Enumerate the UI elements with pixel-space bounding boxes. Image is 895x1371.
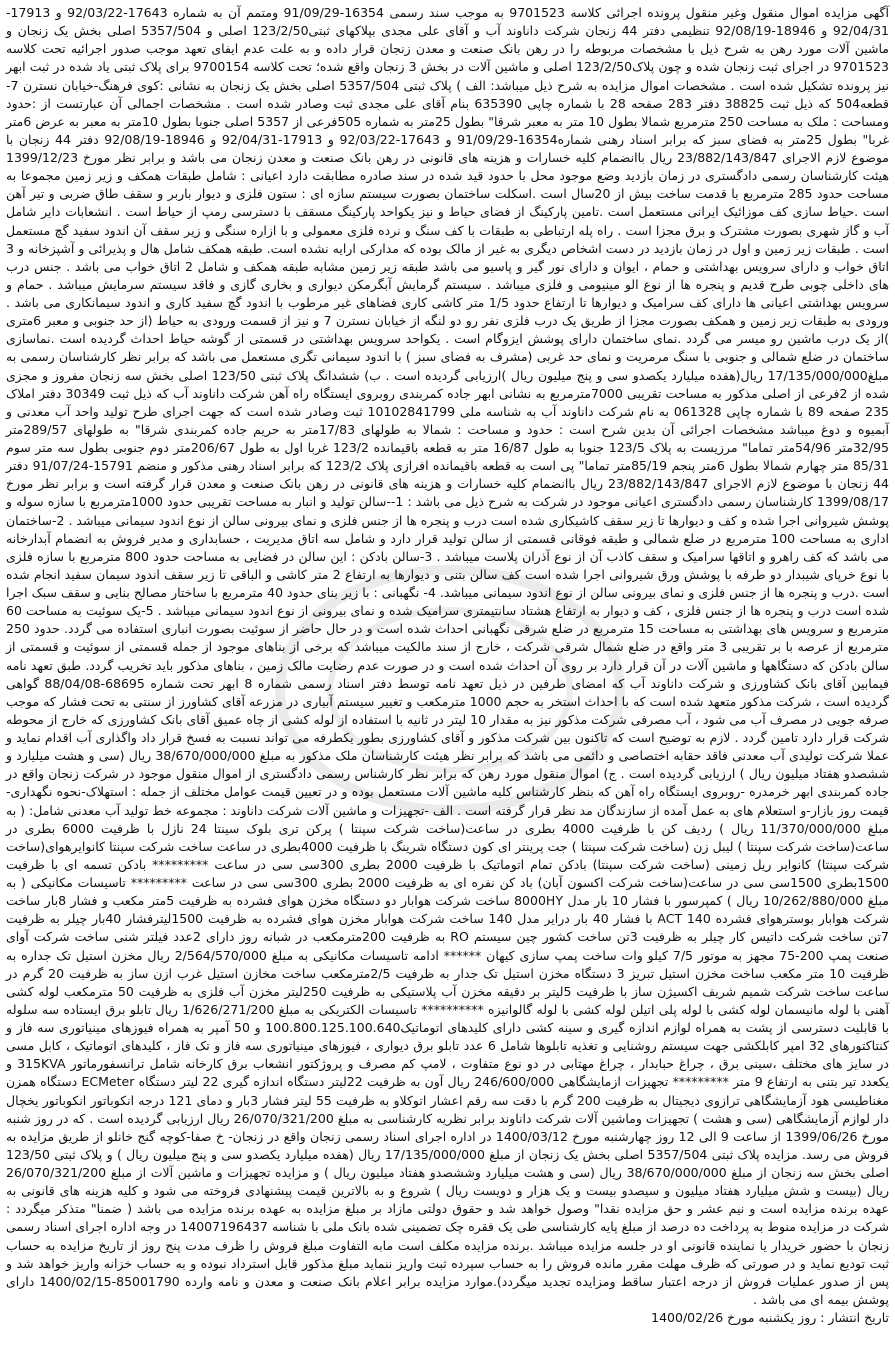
notice-body: آگهی مزایده اموال منقول وغیر منقول پرونده اجرائی کلاسه 9701523 به موجب سند رسمی 16354-91/09/29 ومتمم آن به شماره 17643-92/03/22 و 17913-92/04/31 و 18946-92/08/19 تنظیمی دفتر 44 زنجان شرکت داناوند آب و آقای علی مجدی بپلاکهای ثبتی123/2/50 اصلی و 5357/504 اصلی بخش یک زنجان و ماشین آلات مورد رهن به شرح ذیل با مشخصات مربوطه را در رهن بانک صنعت و معدن زنجان قرار داده و به علت عدم ایفای تعهد موجب صدور اجرائیه تحت کلاسه 9701523 در اجرای ثبت زنجان شده و چون پلاک123/2/50 اصلی و ماشین آلات در بخش 3 زنجان واقع شده؛ تحت کلاسه 9700154 برای پلاک ثبتی یاد شده در ثبت ابهر نیز پرونده تشکیل شده است . مشخصات اموال مزایده به شرح ذیل میباشد: الف ) پلاک ثبتی 5357/504 اصلی بخش یک زنجان به نشانی :کوی فرهنگ-خیابان نسترن 7-قطعه504 که ذیل ثبت 38825 دفتر 283 صفحه 28 با شماره چاپی 635390 بنام آقای علی مجدی ثبت وصادر شده است . مشخصات اجمالی آن عبارتست از :حدود ومساحت : ملک به مساحت 250 مترمربع شمالا بطول 10 متر به معبر شرقا" بطول 25متر به شماره 505فرعی از 5357 اصلی جنوبا بطول 10متر به معبر به عرض 6متر غربا" بطول 25متر به فضای سبز که برابر اسناد رهنی شماره16354-91/09/29 و 17643-92/03/22 و 17913-92/04/31 و 18946-92/08/19 دفتر 44 زنجان با موضوع لازم الاجرای 23/882/143/847 ریال باانضمام کلیه خسارات و هزینه های قانونی در رهن بانک صنعت و معدن زنجان می باشد و برابر نظر مورخ 1399/12/23 هیئت کارشناسان رسمی دادگستری در زمان بازدید وضع موجود محل با حدود قید شده در سند صادره مطابقت دارد اعیانی : شامل طبقات همکف و زیر زمین مجموعا به مساحت حدود 285 مترمربع با قدمت ساخت بیش از 20سال است .اسکلت ساختمان بصورت سیستم سازه ای : ستون فلزی و دیوار باربر و سقف طاق ضربی و تیر آهن است .حیاط سازی کف موزائیک ایرانی مستعمل است .تامین پارکینگ از فضای حیاط و نیز یکواحد پارکینگ مسقف با دسترسی رمپ از حیاط است . انشعابات دایر شامل آب و گاز شهری بصورت مشترک و برق مجزا است . راه پله ارتباطی به طبقات با کف سنگ و نرده فلزی معمولی و با ازاره سنگی و زیر سقف آن اندود سفید گچ مستعمل است . طبقات زیر زمین و اول در زمان بازدید در دست اشخاص دیگری به غیر از مالک بوده که مدارکی ارایه نشده است. طبقه همکف شامل هال و پذیرائی و آشپزخانه و 3 اتاق خواب و دارای سرویس بهداشتی و حمام ، ایوان و دارای نور گیر و پاسیو می باشد طبقه زیر زمین مشابه طبقه همکف و شامل 2 اتاق خواب می باشد . جنس درب های داخلی چوبی طرح قدیم و پنجره ها از نوع الو مینیومی و فلزی میباشد . سیستم گرمایش آبگرمکن دیواری و بخاری گازی و فاقد سیستم سرمایش میباشد . حمام و سرویس بهداشتی اعیانی ها دارای کف سرامیک و دیوارها تا ارتفاع حدود 1/5 متر کاشی کاری فضاهای غیر مرطوب با اندود گچ سفید کاری و اندود سیمانکاری می باشد . ورودی به طبقات زیر زمین و همکف بصورت مجزا از طریق یک درب فلزی نفر رو دو لنگه از خیابان نسترن 7 و نیز از قسمت ورودی به حیاط (از حد جنوبی و معبر 6متری )از یک درب ماشین رو میسر می گردد .نمای ساختمان دارای پوشش ایزوگام است . یکواحد سرویس بهداشتی در قسمتی از گوشه حیاط احداث گردیده است .نماسازی ساختمان در ضلع شمالی و جنوبی با سنگ مرمریت و نمای حد غربی (مشرف به فضای سبز ) با اندود سیمانی تگری مستعمل می باشد که برابر نظر کارشناسان رسمی به مبلغ17/135/000/000 ریال(هفده میلیارد یکصدو سی و پنج میلیون ریال )ارزیابی گردیده است . ب) ششدانگ پلاک ثبتی 123/50 اصلی بخش سه زنجان مفروز و مجزی شده از 2فرعی از اصلی مذکور به مساحت تقریبی 7000مترمربع به نشانی ابهر جاده کمربندی روبروی ایستگاه راه آهن شرکت داناوند آب که ذیل ثبت 30349 دفتر املاک 235 صفحه 89 با شماره چاپی 061328 به نام شرکت داناوند آب به شناسه ملی 10102841799 ثبت وصادر شده است که جهت اجرای طرح تولید واحد آب معدنی و آبمیوه و دوغ میباشد مشخصات اجرائی آن بدین شرح است : حدود و مساحت : شمالا به طولهای 17/83متر به حریم جاده کمربندی شرقا" به طولهای 289/57متر 32/95متر 54/96متر تماما" مرزیست به پلاک 123/5 جنوبا به طول 16/87 متر به قطعه باقیمانده 123/2 غربا اول به طول 206/67متر دوم جنوبی بطول سه متر سوم 85/31 متر چهارم شمالا بطول 6متر پنجم 85/19متر تماما" پی است به قطعه باقیمانده افرازی پلاک 123/2 که برابر اسناد رهنی مذکور و منضم 15791-91/07/24 دفتر 44 زنجان با موضوع لازم الاجرای 23/882/143/847 ریال باانضمام کلیه خسارات و هزینه های قانونی در رهن بانک صنعت و معدن قرار گرفته است و برابر نظر مورخ 1399/08/17 کارشناسان رسمی دادگستری اعیانی موجود در شرکت به شرح ذیل می باشد : 1--سالن تولید و انبار به مساحت تقریبی حدود 1000مترمربع با سازه سوله و پوشش شیروانی اجرا شده و کف و دیوارها تا زیر سقف کاشیکاری شده است درب و پنجره ها از جنس فلزی و نمای بیرونی سالن از نوع اندود سیمانی میباشد . 2-ساختمان اداری به مساحت 100 مترمربع در ضلع شمالی و طبقه فوقانی قسمتی از سالن تولید قرار دارد و شامل سه اتاق مدیریت ، حسابداری و مدیر فروش به انضمام آبدارخانه می باشد که کف راهرو و اتاقها سرامیک و سقف کاذب آن از نوع آذران پلاست میباشد . 3-سالن بادکن : این سالن در فضایی به مساحت حدود 800 مترمربع با سازه فلزی با نوع خرپای شیبدار دو طرفه با پوشش ورق شیروانی اجرا شده است کف سالن بتنی و دیوارها به ارتفاع 2 متر کاشی و الباقی تا زیر سقف اندود سیمان سفید انجام شده است .درب و پنجره ها از جنس فلزی و نمای بیرونی سالن از نوع اندود سیمانی میباشد. 4- نگهبانی : با زیر بنای حدود 40 مترمربع با ساختار مصالح بنایی و سقف سبک اجرا شده است درب و پنجره ها از جنس فلزی ، کف و دیوار به ارتفاع هشتاد سانتیمتری سرامیک شده و نمای بیرونی از نوع اندود سیمانی میباشد . 5-یک سوئیت به مساحت 60 مترمربع و سرویس های بهداشتی به مساحت 15 مترمربع در ضلع شرقی نگهبانی احداث شده است و در حال حاضر از سوئیت بصورت انباری استفاده می گردد. حدود 250 مترمربع از عرصه با بر تقریبی 3 متر واقع در ضلع شمال شرقی شرکت ، خارج از سند مالکیت میباشد که برخی از بناهای موجود از جمله قسمتی از سوئیت و قسمتی از سالن بادکن که دستگاهها و ماشین آلات در آن قرار دارد بر روی آن احداث شده است و در صورت عدم رضایت مالک زمین ، بناهای مذکور باید تخریب گردد. طبق تعهد نامه فیمابین آقای بانک کشاورزی و شرکت داناوند آب که امضای طرفین در ذیل تعهد نامه توسط دفتر اسناد رسمی شماره 8 ابهر تحت شماره 68695-88/04/08 گواهی گردیده است ، شرکت مذکور متعهد شده است که با احداث استخر به حجم 1000 مترمکعب و تغییر سیستم آبیاری در مزرعه آقای کشاورز از سنتی به تحت فشار که موجب صرفه جویی در مصرف آب می شود ، آب مصرفی شرکت مذکور نیز به مقدار 10 لیتر در ثانیه با استفاده از لوله کشی از چاه عمیق آقای بانک کشاورزی که خارج از محوطه شرکت قرار دارد تامین گردد . لازم به توضیح است که تاکنون بین شرکت مذکور و آقای کشاورزی بطور یکطرفه می تواند نسبت به فسخ قرار داد واگذاری آب اقدام نماید و عملا شرکت تولیدی آب معدنی فاقد حقابه اختصاصی و دائمی می باشد که برابر نظر هیئت کارشناسان ملک مذکور به مبلغ 38/670/000/000 ریال (سی و هشت میلیارد و ششصدو هفتاد میلیون ریال ) ارزیابی گردیده است . ج) اموال منقول مورد رهن که برابر نظر کارشناس رسمی دادگستری از اموال منقول موجود در شرکت زنجان واقع در جاده کمربندی ابهر خرمدره -روبروی ایستگاه راه آهن که بنظر کارشناس کلیه ماشین آلات مستعمل بوده و در تعیین قیمت عوامل مختلف از جمله : استهلاک-نحوه نگهداری-قیمت روز بازار-و استعلام های به عمل آمده از سازندگان مد نظر قرار گرفته است . الف -تجهیزات و ماشین آلات شرکت داناوند : مجموعه خط تولید آب معدنی شامل: ( به مبلغ 11/370/000/000 ریال ) ردیف کن با ظرفیت 4000 بطری در ساعت(ساخت شرکت سپنتا ) پرکن تری بلوک سینتا 24 نازل با ظرفیت 6000 بطری در ساعت(ساخت شرکت سپنتا ) لیبل زن (ساخت شرکت سپنتا ) جت پرینتر ای کون دستگاه شرینگ با ظرفیت 4000بطری در ساعت ساخت شرکت سپنتا کانوایرهوای(ساخت شرکت سپنتا) کانوایر ریل زمینی (ساخت شرکت سپنتا) بادکن تمام اتوماتیک با ظرفیت 2000 بطری 300سی سی در ساعت ********* بادکن تسمه ای با ظرفیت 1500بطری 1500سی سی در ساعت(ساخت شرکت اکسون آبان) باد کن نفره ای به ظرفیت 2000 بطری 300سی سی در ساعت ********* تاسیسات مکانیکی ( به مبلغ 10/262/880/000 ریال ) کمپرسور با فشار 10 بار مدل 8000HY ساخت شرکت هوابار دو دستگاه مخزن هوای فشرده به ظرفیت 5متر مکعب و فشار 8بار ساخت شرکت هوابار بوسترهوای فشرده ACT 140 با فشار 40 بار درایر مدل 140 ساخت شرکت هوابار مخزن هوای فشرده به ظرفیت 1500لیترفشار 40بار چیلر به ظرفیت 7تن ساخت شرکت داتیس کار چیلر به ظرفیت 3تن ساخت کشور چین سیستم RO به ظرفیت 200مترمکعب در شبانه روز دارای 2عدد فیلتر شنی ساخت شرکت آوای صنعت پمپ 200-75 مجهز به موتور 7/5 کیلو وات ساخت پمپ سازی کیهان ****** ادامه تاسیسات مکانیکی به مبلغ 2/564/570/000 ریال مخزن استیل تک جداره به ظرفیت 10 متر مکعب ساخت مخزن استیل تبریز 3 دستگاه مخزن استیل تک جدار به ظرفیت 2/5مترمکعب ساخت مخازن استیل غرب ازن ساز به ظرفیت 20 گرم در ساعت ساخت شرکت شمیم شریف اکسیژن ساز با ظرفیت 5لیتر بر دقیقه مخزن آب پلاستیکی به ظرفیت 250لیتر مخزن آب فلزی به ظرفیت 50 مترمکعب لوله کشی آهنی با لوله مانیسمان لوله کشی با لوله پلی اتیلن لوله کشی با لوله گالوانیزه ********** تاسیسات الکتریکی به مبلغ 1/626/271/200 ریال تابلو برق ایستاده سه سلوله با قابلیت دسترسی از پشت به همراه لوازم اندازه گیری و سینه کشی دارای کلیدهای اتوماتیک100.800.125.100.640 و 50 آمپر به همراه فیوزهای مینیاتوری سه فاز و کنتاکتورهای 32 امپر کابلکشی جهت سیستم روشنایی و تغذیه تابلوها شامل 6 عدد تابلو برق دیواری ، فیوزهای مینیاتوری سه فاز و تک فاز ، کلیدهای اتوماتیک ، کابل مسی در سایز های مختلف ،سینی برق ، چراغ حبابدار ، چراغ مهتابی در دو نوع متفاوت ، لامپ کم مصرف و پروژکتور انشعاب برق کارخانه شامل ترانسفورماتور 315KVA و یکعدد تیر بتنی به ارتفاع 9 متر ********* تجهیزات ازمایشگاهی 246/600/000 ریال آون به ظرفیت 22لیتر دستگاه اندازه گیری 22 لیتر دستگاه ECMeter دستگاه همزن مغناطیسی هود آزمایشگاهی ترازوی دیجیتال به ظرفیت 200 گرم با دقت سه رقم اعشار اتوکلاو به ظرفیت 55 لیتر فشار 3بار و دمای 121 درجه انکوباتور انکوباتور یخچال دار لوازم آزمایشگاهی (سی و هشت ) تجهیزات وماشین آلات شرکت داناوند برابر نظریه کارشناسی به مبلغ 26/070/321/200 ریال ارزیابی گردیده است . که در روز شنبه مورخ 1399/06/26 از ساعت 9 الی 12 روز چهارشنبه مورخ 1400/03/12 در اداره اجرای اسناد رسمی زنجان واقع در زنجان- خ صفا-کوچه گنج خانلو از طریق مزایده به فروش می رسد. مزایده پلاک ثبتی 5357/504 اصلی بخش یک زنجان از مبلغ 17/135/000/000 ریال (هفده میلیارد یکصدو سی و پنج میلیون ریال ) و پلاک ثبتی 123/50 اصلی بخش سه زنجان از مبلغ 38/670/000/000 ریال (سی و هشت میلیارد وششصدو هفتاد میلیون ریال ) و مزایده تجهیزات و ماشین آلات از مبلغ 26/070/321/200 ریال (بیست و شش میلیارد هفتاد میلیون و سیصدو بیست و یک هزار و دویست ریال ) شروع و به بالاترین قیمت پیشنهادی فروخته می شود و کلیه هزینه های قانونی به عهده برنده مزایده است و نیم عشر و حق مزایده نقدا" وصول خواهد شد و حقوق دولتی مازاد بر مبلغ مزایده به عهده برنده مزایده می باشد ( ضمنا" متذکر میگردد : شرکت در مزایده منوط به پرداخت ده درصد از مبلغ پایه کارشناسی طی یک فقره چک تضمینی شده بانک ملی با شناسه 14007196437 در وجه اداره اجرای اسناد رسمی زنجان با حضور خریدار یا نماینده قانونی او در جلسه مزایده میباشد .برنده مزایده مکلف است مابه التفاوت مبلغ فروش را ظرف مدت پنج روز از تاریخ مزایده به حساب ثبت تودیع نماید و در صورتی که ظرف مهلت مقرر مانده فروش را به حساب سپرده ثبت واریز ننماید مبلغ مذکور قابل استرداد نبوده و به حساب خزانه واریز خواهد شد و پس از صدور عملیات فروش از درجه اعتبار ساقط ومزایده تجدید میگردد).موارد مزایده برابر اعلام بانک صنعت و معدن و نامه وارده 85001790-1400/02/15 دارای پوشش بیمه ای می باشد . [6,5,890,1307]
publish-date: تاریخ انتشار : روز یکشنبه مورخ 1400/02/26 [651,1310,889,1325]
